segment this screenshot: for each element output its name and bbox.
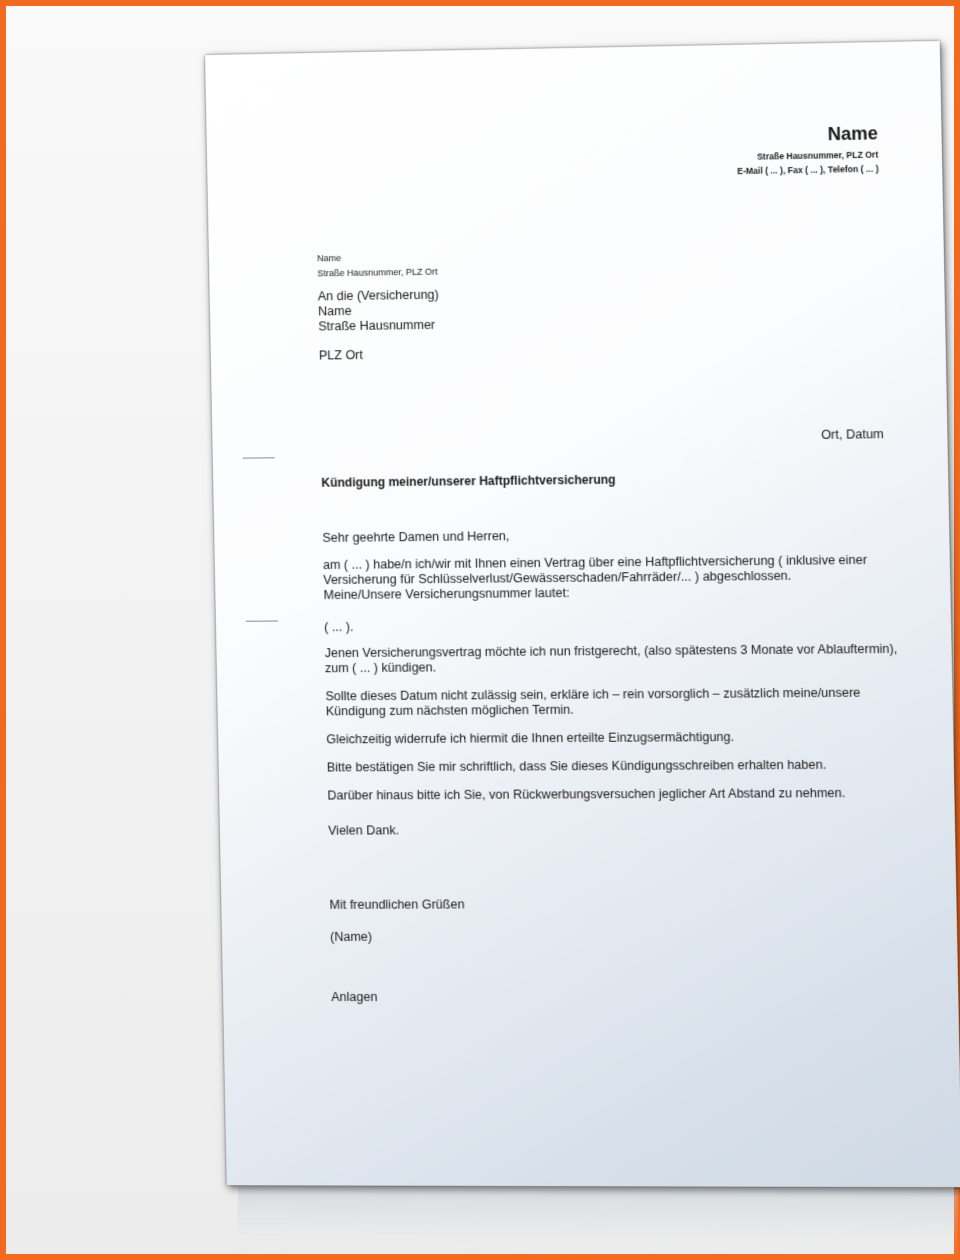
fold-mark-top [243,457,275,458]
paragraph-2: ( ... ). [324,619,354,635]
recipient-line-4: PLZ Ort [318,347,364,363]
paragraph-5: Gleichzeitig widerrufe ich hiermit die Ihnen erteilte Einzugsermächtigung. [326,729,735,747]
paper-reflection [237,1187,958,1260]
document-sheet-wrapper [205,41,960,1187]
paragraph-1-line-1: am ( ... ) habe/n ich/wir mit Ihnen einen Vertrag über eine Haftpflichtversicherung ( inklusive einer [322,552,868,573]
closing: Mit freundlichen Grüßen [329,897,465,912]
letter-subject: Kündigung meiner/unserer Haftpflichtversicherung [321,472,616,490]
paragraph-1-line-2: Versicherung für Schlüsselverlust/Gewässerschaden/Fahrräder/... ) abgeschlossen. [323,568,792,588]
signature-name: (Name) [330,929,373,944]
paragraph-3-line-1: Jenen Versicherungsvertrag möchte ich nun fristgerecht, (also spätestens 3 Monate vor Ablauftermin), [324,641,898,661]
paragraph-6: Bitte bestätigen Sie mir schriftlich, dass Sie dieses Kündigungsschreiben erhalten haben. [326,757,827,775]
recipient-line-2: Name [317,303,352,319]
recipient-line-3: Straße Hausnummer [318,317,436,334]
paragraph-4-line-2: Kündigung zum nächsten möglichen Termin. [325,702,574,719]
document-sheet [205,41,960,1187]
salutation: Sehr geehrte Damen und Herren, [322,529,510,545]
letterhead-address: Straße Hausnummer, PLZ Ort [756,149,879,162]
paragraph-8: Vielen Dank. [327,823,400,838]
return-address-name: Name [316,252,342,264]
place-date: Ort, Datum [820,427,884,442]
paragraph-4-line-1: Sollte dieses Datum nicht zulässig sein, erkläre ich – rein vorsorglich – zusätzlich meine/unsere [325,685,861,704]
return-address-street: Straße Hausnummer, PLZ Ort [317,266,438,279]
paragraph-1-line-3: Meine/Unsere Versicherungsnummer lautet: [323,585,570,603]
attachments: Anlagen [331,989,378,1005]
letterhead-name: Name [827,123,879,145]
recipient-line-1: An die (Versicherung) [317,287,439,304]
letterhead-contact: E-Mail ( ... ), Fax ( ... ), Telefon ( ... ) [737,163,879,177]
paragraph-7: Darüber hinaus bitte ich Sie, von Rückwerbungsversuchen jeglicher Art Abstand zu nehmen. [327,785,846,803]
paragraph-3-line-2: zum ( ... ) kündigen. [324,660,437,676]
fold-mark-middle [246,621,278,622]
